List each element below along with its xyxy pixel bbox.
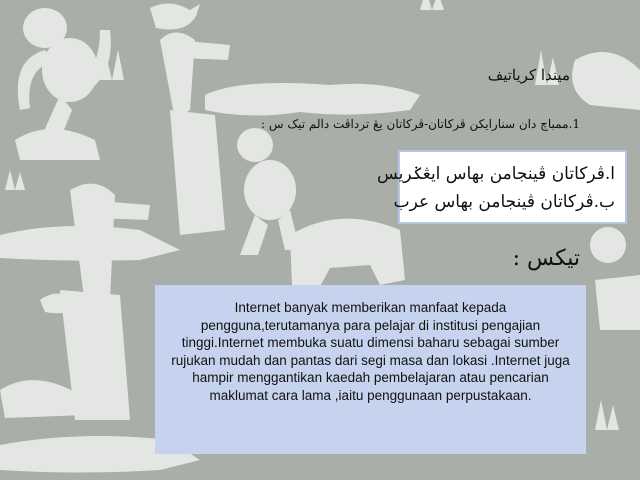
text-section-label: تيکس : (512, 246, 580, 271)
option-item: ا.ڤرکاتان ڤينجامن بهاس ايڠݢريس (377, 164, 615, 184)
turtle-silhouette (572, 52, 640, 110)
elephant-silhouette (290, 219, 405, 290)
plant-silhouette (420, 0, 444, 10)
plant-silhouette (5, 170, 25, 190)
plant-silhouette (595, 400, 619, 430)
monkey-silhouette (18, 8, 111, 140)
passage-box (155, 285, 586, 454)
page-title: ميندا کرياتيف (487, 66, 570, 84)
bird-silhouette (150, 3, 200, 29)
crocodile-silhouette (0, 226, 180, 261)
giraffe-silhouette (160, 33, 230, 236)
instruction-text: 1.ممباچ دان سنارايکن ڤرکاتان-ڤرکاتان يڠ ترداڤت دالم تيک س : (261, 117, 580, 131)
option-item: ب.ڤرکاتان ڤينجامن بهاس عرب (393, 192, 615, 212)
options-box (377, 150, 627, 224)
monkey-silhouette (590, 227, 640, 330)
turtle-silhouette (15, 129, 100, 160)
passage-text: Internet banyak memberikan manfaat kepada pengguna,terutamanya para pelajar di institusi pengajian tinggi.Internet membuka suatu dimensi baharu sebagai sumber rujukan mudah dan pantas dari segi masa dan lokasi .Internet juga hampir menggantikan kaedah pembelajaran atau pencarian maklumat cara lama ,iaitu penggunaan perpustakaan. (171, 300, 570, 403)
crocodile-silhouette (205, 83, 420, 116)
